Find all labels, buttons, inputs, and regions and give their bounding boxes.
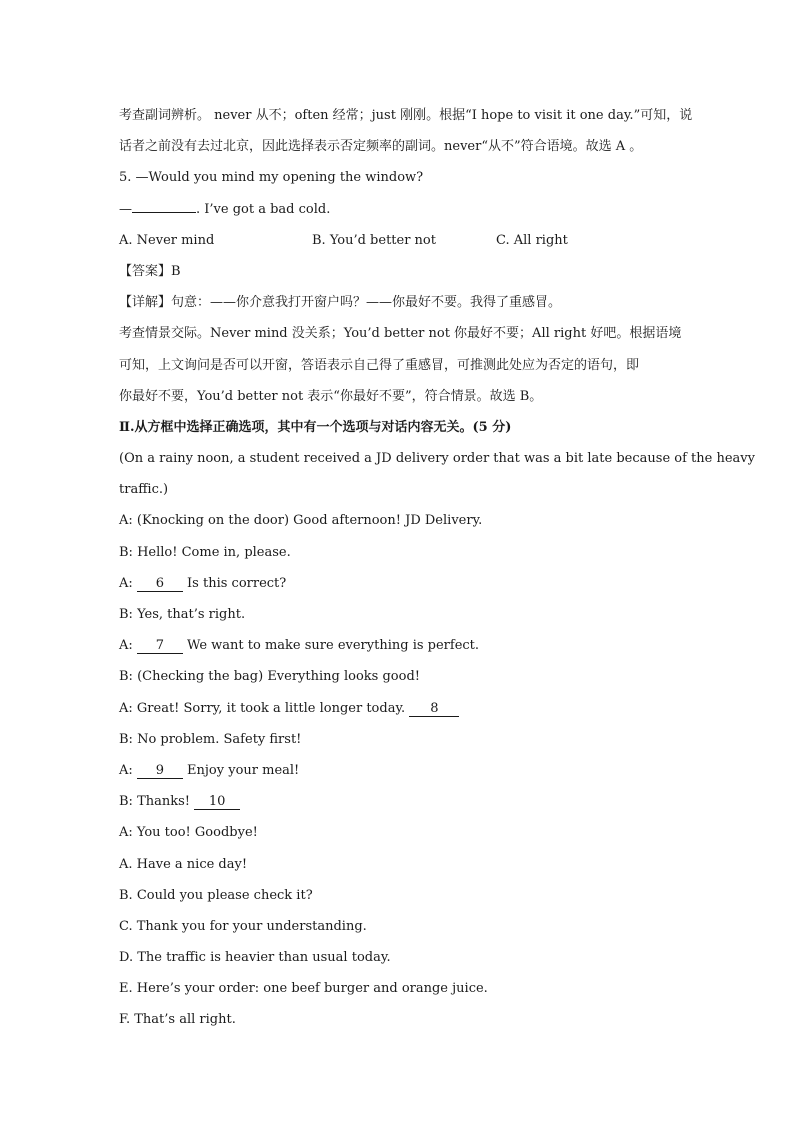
dialog-line-2: B: Hello! Come in, please. [119, 544, 291, 560]
reply-dash: — [119, 201, 132, 217]
context-line-2: traffic.) [119, 482, 169, 498]
dialog-text: Is this correct? [182, 575, 287, 591]
q5-options [119, 225, 679, 256]
dialog-line-5 [119, 630, 679, 661]
dialog-text: A: Great! Sorry, it took a little longer today. [119, 700, 410, 716]
q4-explanation-line-1: 考查副词辨析。 never 从不；often 经常；just 刚刚。根据“I hope to visit it one day.”可知，说 [119, 108, 693, 123]
section-2-heading: Ⅱ.从方框中选择正确选项，其中有一个选项与对话内容无关。(5 分) [119, 419, 512, 435]
speaker-label: A: [119, 575, 137, 591]
q4-explanation-line-2: 话者之前没有去过北京，因此选择表示否定频率的副词。never“从不”符合语境。故选 A 。 [119, 139, 643, 155]
option-b: B. You’d better not [312, 232, 436, 248]
choice-a: A. Have a nice day! [119, 856, 248, 872]
option-a: A. Never mind [119, 232, 215, 248]
speaker-label: A: [119, 762, 137, 778]
dialog-line-9 [119, 755, 679, 786]
dialog-line-11: A: You too! Goodbye! [119, 825, 258, 841]
dialog-line-6: B: (Checking the bag) Everything looks good! [119, 669, 420, 685]
blank-10: 10 [194, 794, 240, 810]
q5-detail-line-3: 可知，上文询问是否可以开窗，答语表示自己得了重感冒，可推测此处应为否定的语句，即 [119, 357, 640, 373]
q5-question: 5. —Would you mind my opening the window? [119, 170, 424, 186]
answer-blank [132, 212, 196, 213]
dialog-text: We want to make sure everything is perfect. [182, 638, 480, 654]
reply-text: . I’ve got a bad cold. [196, 201, 331, 217]
dialog-line-4: B: Yes, that’s right. [119, 607, 246, 622]
dialog-line-1: A: (Knocking on the door) Good afternoon! JD Delivery. [119, 513, 483, 529]
context-line-1: (On a rainy noon, a student received a JD delivery order that was a bit late because of the heavy [119, 451, 755, 467]
choice-c: C. Thank you for your understanding. [119, 918, 367, 934]
q5-reply [119, 194, 679, 225]
choice-e: E. Here’s your order: one beef burger and orange juice. [119, 981, 488, 997]
dialog-line-3 [119, 568, 679, 599]
q5-detail-line-2: 考查情景交际。Never mind 没关系；You’d better not 你最好不要；All right 好吧。根据语境 [119, 326, 682, 342]
q5-detail-line-4: 你最好不要，You’d better not 表示“你最好不要”，符合情景。故选 B。 [119, 388, 543, 404]
dialog-line-10 [119, 786, 679, 817]
choice-d: D. The traffic is heavier than usual today. [119, 950, 391, 966]
page-content [119, 100, 755, 1036]
blank-7: 7 [137, 638, 183, 654]
dialog-line-7 [119, 693, 679, 724]
q5-answer: 【答案】B [119, 263, 181, 279]
speaker-label: A: [119, 638, 137, 654]
option-c: C. All right [496, 232, 568, 248]
blank-6: 6 [137, 576, 183, 592]
dialog-text: B: Thanks! [119, 794, 195, 810]
dialog-line-8: B: No problem. Safety first! [119, 731, 302, 747]
choice-f: F. That’s all right. [119, 1012, 236, 1028]
choice-b: B. Could you please check it? [119, 887, 313, 903]
blank-9: 9 [137, 763, 183, 779]
blank-8: 8 [409, 701, 459, 717]
q5-detail-line-1: 【详解】句意：——你介意我打开窗户吗？——你最好不要。我得了重感冒。 [119, 295, 562, 311]
dialog-text: Enjoy your meal! [182, 762, 300, 778]
